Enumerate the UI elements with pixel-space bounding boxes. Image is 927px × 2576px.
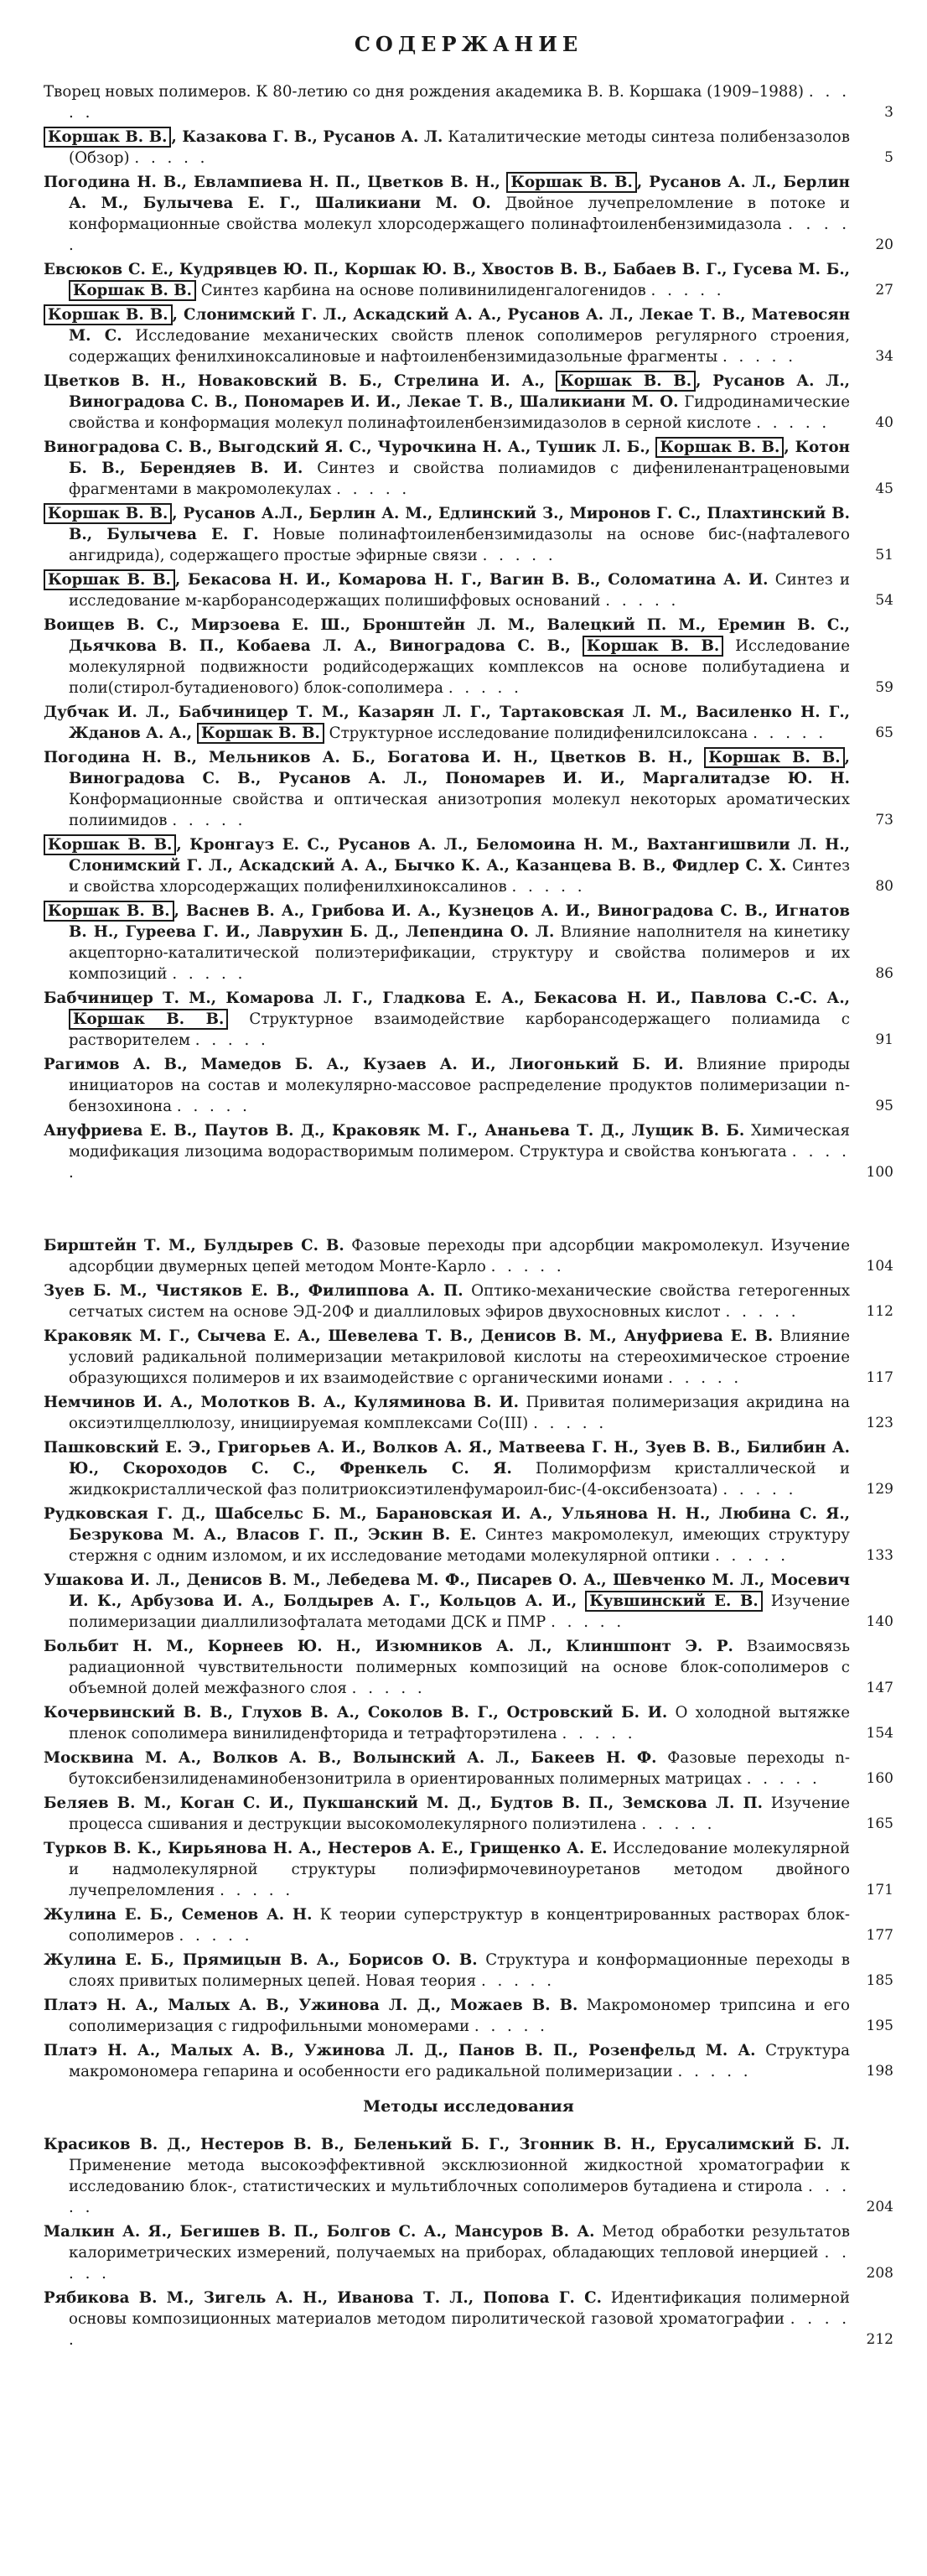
- boxed-author-name: Коршак В. В.: [506, 172, 636, 193]
- entry-title: Изучение полимеризации диаллилизофталата методами ДСК и ПМР: [69, 1592, 850, 1631]
- entry-page-number: 160: [866, 1770, 893, 1787]
- dot-leader: . . . . .: [641, 1815, 716, 1833]
- entry-page-number: 129: [866, 1481, 893, 1498]
- entry-text: [44, 1636, 850, 1699]
- entry-authors-continued: , Кронгауз Е. С., Русанов А. Л., Беломоина Н. М., Вахтангишвили Л. Н., Слонимский Г. Л., Аскадский А. А., Бычко К. А., Казанцева В. В., Фидлер С. Х.: [69, 836, 851, 875]
- contents-entry: [44, 1326, 893, 1389]
- entry-authors: Пашковский Е. Э., Григорьев А. И., Волков А. Я., Матвеева Г. Н., Зуев В. В., Билибин А. Ю., Скороходов С. С., Френкель С. Я.: [44, 1439, 850, 1478]
- entry-text: [44, 901, 850, 984]
- entry-page-number: 73: [875, 812, 893, 828]
- entry-title: Синтез и свойства полиамидов с дифениленантраценовыми фрагментами в макромолекулах: [69, 460, 850, 498]
- entry-authors: Виноградова С. В., Выгодский Я. С., Чурочкина Н. А., Тушик Л. Б.,: [44, 439, 650, 456]
- entry-page-number: 198: [866, 2063, 893, 2080]
- contents-entry: [44, 1235, 893, 1277]
- entry-page-number: 104: [866, 1258, 893, 1275]
- entry-page-number: 147: [866, 1680, 893, 1696]
- entry-authors-continued: , Васнев В. А., Грибова И. А., Кузнецов А. И., Виноградова С. В., Игнатов В. Н., Гуреева Г. И., Лаврухин Б. Д., Лепендина О. Л.: [69, 902, 850, 941]
- entry-page-number: 154: [866, 1725, 893, 1742]
- entry-authors: Дубчак И. Л., Бабчиницер Т. М., Казарян Л. Г., Тартаковская Л. М., Василенко Н. Г., Жданов А. А.,: [44, 704, 850, 742]
- entry-text: [44, 747, 850, 831]
- entry-page-number: 140: [866, 1613, 893, 1630]
- entry-page-number: 212: [866, 2331, 893, 2348]
- contents-entry: [44, 1904, 893, 1946]
- boxed-author-name: Коршак В. В.: [704, 747, 844, 768]
- boxed-author-name: Коршак В. В.: [44, 127, 171, 148]
- entry-authors-continued: , Котон Б. В., Берендяев В. И.: [69, 439, 850, 477]
- entry-text: [44, 1392, 850, 1434]
- entry-title: Влияние условий радикальной полимеризации метакриловой кислоты на стереохимическое строение образующихся полимеров и их взаимодействие с органическими ионами: [69, 1327, 850, 1387]
- entry-page-number: 123: [866, 1415, 893, 1431]
- contents-entry: [44, 1392, 893, 1434]
- entry-title: Взаимосвязь радиационной чувствительности полимерных композиций на основе блок-сополимеров с объемной долей межфазного слоя: [69, 1638, 850, 1697]
- entry-authors: Ануфриева Е. В., Паутов В. Д., Краковяк М. Г., Ананьева Т. Д., Лущик В. Б.: [44, 1122, 745, 1140]
- entry-title: Фазовые переходы n-бутоксибензилиденаминобензонитрила в ориентированных полимерных матрицах: [69, 1749, 850, 1788]
- dot-leader: . . . . .: [194, 1031, 269, 1049]
- entry-title: Применение метода высокоэффективной эксклюзионной жидкостной хроматографии к исследованию блок-, статистических и мультиблочных сополимеров бутадиена и стирола: [69, 2157, 850, 2195]
- entry-text: [44, 172, 850, 256]
- dot-leader: . . . . .: [69, 2244, 850, 2283]
- entry-authors: Больбит Н. М., Корнеев Ю. Н., Изюмников А. Л., Клиншпонт Э. Р.: [44, 1638, 733, 1655]
- dot-leader: . . . . .: [756, 414, 831, 432]
- dot-leader: . . . . .: [722, 348, 797, 366]
- dot-leader: . . . . .: [650, 282, 725, 299]
- contents-entry: [44, 1793, 893, 1835]
- entry-title: Структура и конформационные переходы в слоях привитых полимерных цепей. Новая теория: [69, 1951, 850, 1990]
- entry-page-number: 20: [875, 236, 893, 253]
- contents-list-methods: [44, 2134, 893, 2350]
- dot-leader: . . . . .: [134, 149, 209, 167]
- contents-entry: [44, 1054, 893, 1117]
- entry-page-number: 195: [866, 2018, 893, 2034]
- entry-authors: Платэ Н. А., Малых А. В., Ужинова Л. Д., Можаев В. В.: [44, 1997, 578, 2014]
- entry-title: Метод обработки результатов калориметрических измерений, получаемых на приборах, обладающих тепловой инерцией: [69, 2223, 850, 2262]
- entry-text: [44, 1748, 850, 1789]
- dot-leader: . . . . .: [220, 1882, 294, 1899]
- dot-leader: . . . . .: [511, 878, 586, 896]
- dot-leader: . . . . .: [725, 1303, 800, 1321]
- entry-text: [44, 1054, 850, 1117]
- entry-authors: Погодина Н. В., Мельников А. Б., Богатова И. Н., Цветков В. Н.,: [44, 749, 693, 766]
- entry-page-number: 51: [875, 547, 893, 564]
- entry-page-number: 177: [866, 1927, 893, 1944]
- entry-text: [44, 2288, 850, 2350]
- contents-entry: [44, 2134, 893, 2218]
- boxed-author-name: Коршак В. В.: [44, 834, 176, 855]
- entry-text: [44, 1995, 850, 2037]
- entry-authors-continued: , Русанов А. Л., Берлин А. М., Булычева Е. Г., Шаликиани М. О.: [69, 174, 850, 212]
- dot-leader: . . . . .: [482, 547, 557, 564]
- entry-text: [44, 1326, 850, 1389]
- contents-entry: [44, 569, 893, 611]
- entry-title: Структурное исследование полидифенилсилоксана: [329, 724, 748, 742]
- contents-entry: [44, 1995, 893, 2037]
- dot-leader: . . . . .: [448, 679, 522, 697]
- contents-entry: [44, 81, 893, 123]
- entry-text: [44, 1838, 850, 1901]
- entry-text: [44, 1570, 850, 1633]
- entry-authors-continued: , Русанов А.Л., Берлин А. М., Едлинский З., Миронов Г. С., Плахтинский В. В., Булычева Е. Г.: [69, 505, 850, 543]
- entry-title: Химическая модификация лизоцима водорастворимым полимером. Структура и свойства конъюгата: [69, 1122, 850, 1161]
- entry-page-number: 27: [875, 282, 893, 299]
- entry-text: [44, 2134, 850, 2218]
- boxed-author-name: Коршак В. В.: [44, 503, 172, 524]
- contents-entry: [44, 1437, 893, 1500]
- entry-authors-continued: , Виноградова С. В., Русанов А. Л., Пономарев И. И., Маргалитадзе Ю. Н.: [69, 749, 850, 787]
- entry-title: Привитая полимеризация акридина на оксиэтилцеллюлозу, инициируемая комплексами Co(III): [69, 1394, 850, 1432]
- entry-title: Макромономер трипсина и его сополимеризация с гидрофильными мономерами: [69, 1997, 850, 2035]
- entry-authors: Евсюков С. Е., Кудрявцев Ю. П., Коршак Ю. В., Хвостов В. В., Бабаев В. Г., Гусева М. Б.,: [44, 261, 850, 278]
- entry-text: [44, 615, 850, 699]
- dot-leader: . . . . .: [336, 480, 411, 498]
- entry-text: [44, 81, 850, 123]
- dot-leader: . . . . .: [172, 812, 246, 829]
- entry-title: Синтез и исследование м-карборансодержащих полишиффовых оснований: [69, 571, 851, 610]
- entry-authors: Кочервинский В. В., Глухов В. А., Соколов В. Г., Островский Б. И.: [44, 1704, 668, 1722]
- entry-page-number: 95: [875, 1098, 893, 1114]
- entry-page-number: 80: [875, 878, 893, 895]
- entry-text: [44, 569, 850, 611]
- entry-title: Фазовые переходы при адсорбции макромолекул. Изучение адсорбции двумерных цепей методом Монте-Карло: [69, 1237, 850, 1275]
- contents-list-second: [44, 1235, 893, 2082]
- entry-authors: Малкин А. Я., Бегишев В. П., Болгов С. А., Мансуров В. А.: [44, 2223, 595, 2241]
- dot-leader: . . . . .: [605, 592, 680, 610]
- entry-title: Структурное взаимодействие карборансодержащего полиамида с растворителем: [69, 1010, 850, 1049]
- contents-entry: [44, 2288, 893, 2350]
- entry-title: Двойное лучепреломление в потоке и конформационные свойства молекул хлорсодержащего полинафтоиленбензимидазола: [69, 195, 851, 233]
- entry-authors-continued: , Слонимский Г. Л., Аскадский А. А., Русанов А. Л., Лекае Т. В., Матевосян М. С.: [69, 306, 851, 345]
- entry-title: Структура макромономера гепарина и особенности его радикальной полимеризации: [69, 2042, 850, 2080]
- entry-authors: Жулина Е. Б., Семенов А. Н.: [44, 1906, 313, 1924]
- dot-leader: . . . . .: [480, 1972, 555, 1990]
- entry-authors: Воищев В. С., Мирзоева Е. Ш., Бронштейн Л. М., Валецкий П. М., Еремин В. С., Дьячкова В. П., Кобаева Л. А., Виноградова С. В.,: [44, 616, 850, 655]
- entry-authors: Немчинов И. А., Молотков В. А., Куляминова В. И.: [44, 1394, 520, 1411]
- entry-text: [44, 1280, 850, 1322]
- dot-leader: . . . . .: [474, 2018, 548, 2035]
- entry-page-number: 5: [884, 149, 893, 166]
- entry-text: [44, 1950, 850, 1992]
- contents-entry: [44, 1120, 893, 1183]
- entry-page-number: 100: [866, 1164, 893, 1181]
- dot-leader: . . . . .: [176, 1098, 251, 1115]
- contents-entry: [44, 1748, 893, 1789]
- entry-authors: Рагимов А. В., Мамедов Б. А., Кузаев А. И., Лиогонький Б. И.: [44, 1056, 684, 1073]
- entry-page-number: 59: [875, 679, 893, 696]
- entry-authors: Жулина Е. Б., Прямицын В. А., Борисов О. В.: [44, 1951, 478, 1969]
- entry-authors: Беляев В. М., Коган С. И., Пукшанский М. Д., Будтов В. П., Земскова Л. П.: [44, 1794, 764, 1812]
- entry-text: [44, 1120, 850, 1183]
- entry-text: [44, 1235, 850, 1277]
- entry-page-number: 91: [875, 1031, 893, 1048]
- contents-entry: [44, 1838, 893, 1901]
- entry-authors: Бирштейн Т. М., Булдырев С. В.: [44, 1237, 344, 1254]
- entry-page-number: 65: [875, 724, 893, 741]
- entry-page-number: 185: [866, 1972, 893, 1989]
- entry-title: Синтез и свойства хлорсодержащих полифенилхиноксалинов: [69, 857, 850, 896]
- contents-entry: [44, 437, 893, 500]
- entry-authors: Бабчиницер Т. М., Комарова Л. Г., Гладкова Е. А., Бекасова Н. И., Павлова С.-С. А.,: [44, 989, 850, 1007]
- entry-authors: Зуев Б. М., Чистяков Е. В., Филиппова А. П.: [44, 1282, 464, 1300]
- section-heading-methods: Методы исследования: [363, 2097, 574, 2116]
- entry-authors: Платэ Н. А., Малых А. В., Ужинова Л. Д., Панов В. П., Розенфельд М. А.: [44, 2042, 756, 2059]
- boxed-author-name: Коршак В. В.: [69, 280, 196, 301]
- dot-leader: . . . . .: [351, 1680, 426, 1697]
- dot-leader: . . . . .: [677, 2063, 752, 2080]
- entry-title: Творец новых полимеров. К 80-летию со дня рождения академика В. В. Коршака (1909–1988): [44, 83, 805, 101]
- boxed-author-name: Коршак В. В.: [655, 437, 784, 458]
- entry-text: [44, 702, 850, 744]
- entry-text: [44, 437, 850, 500]
- entry-text: [44, 127, 850, 169]
- entry-page-number: 208: [866, 2265, 893, 2282]
- entry-authors: Рудковская Г. Д., Шабсельс Б. М., Барановская И. А., Ульянова Н. Н., Любина С. Я., Безрукова М. А., Власов Г. П., Эскин В. Е.: [44, 1505, 850, 1544]
- contents-entry: [44, 259, 893, 301]
- contents-entry: [44, 2040, 893, 2082]
- contents-entry: [44, 702, 893, 744]
- entry-authors: Краковяк М. Г., Сычева Е. А., Шевелева Т. В., Денисов В. М., Ануфриева Е. В.: [44, 1327, 774, 1345]
- dot-leader: . . . . .: [69, 1143, 850, 1182]
- entry-text: [44, 1904, 850, 1946]
- boxed-author-name: Коршак В. В.: [197, 723, 324, 744]
- entry-text: [44, 834, 850, 897]
- entry-authors: Москвина М. А., Волков А. В., Волынский А. Л., Бакеев Н. Ф.: [44, 1749, 657, 1767]
- entry-title: Синтез макромолекул, имеющих структуру стержня с одним изломом, и их исследование методами молекулярной оптики: [69, 1526, 850, 1565]
- entry-authors-continued: , Русанов А. Л., Виноградова С. В., Пономарев И. И., Лекае Т. В., Шаликиани М. О.: [69, 372, 850, 411]
- contents-list-main: [44, 81, 893, 1183]
- entry-title: Каталитические методы синтеза полибензазолов (Обзор): [69, 128, 850, 167]
- entry-page-number: 165: [866, 1815, 893, 1832]
- entry-authors: Ушакова И. Л., Денисов В. М., Лебедева М. Ф., Писарев О. А., Шевченко М. Л., Мосевич И. К., Арбузова И. А., Болдырев А. Г., Кольцов А. И.,: [44, 1571, 850, 1610]
- boxed-author-name: Коршак В. В.: [69, 1009, 228, 1030]
- entry-authors: Турков В. К., Кирьянова Н. А., Нестеров А. Е., Грищенко А. Е.: [44, 1840, 608, 1857]
- dot-leader: . . . . .: [753, 724, 827, 742]
- contents-entry: [44, 1280, 893, 1322]
- entry-title: Полиморфизм кристаллической и жидкокристаллической фаз политриоксиэтиленфумароил-бис-(4-оксибензоата): [69, 1460, 850, 1498]
- contents-entry: [44, 615, 893, 699]
- entry-authors-continued: , Казакова Г. В., Русанов А. Л.: [171, 128, 443, 146]
- contents-entry: [44, 1636, 893, 1699]
- contents-entry: [44, 304, 893, 367]
- entry-page-number: 171: [866, 1882, 893, 1898]
- entry-title: Исследование молекулярной и надмолекулярной структуры полиэфирмочевиноуретанов методом двойного лучепреломления: [69, 1840, 850, 1899]
- entry-title: Гидродинамические свойства и конформация молекул полинафтоиленбензимидазолов в серной кислоте: [69, 393, 850, 432]
- dot-leader: . . . . .: [172, 965, 246, 983]
- contents-entry: [44, 901, 893, 984]
- entry-page-number: 112: [866, 1303, 893, 1320]
- contents-entry: [44, 127, 893, 169]
- dot-leader: . . . . .: [562, 1725, 636, 1742]
- contents-entry: [44, 988, 893, 1051]
- entry-title: Исследование механических свойств пленок сополимеров регулярного строения, содержащих фенилхиноксалиновые и нафтоиленбензимидазольные фрагменты: [69, 327, 850, 366]
- entry-text: [44, 1504, 850, 1566]
- entry-text: [44, 1437, 850, 1500]
- entry-text: [44, 988, 850, 1051]
- contents-entry: [44, 172, 893, 256]
- dot-leader: . . . . .: [69, 216, 850, 254]
- entry-page-number: 40: [875, 414, 893, 431]
- entry-title: Идентификация полимерной основы композиционных материалов методом пиролитической газовой хроматографии: [69, 2289, 850, 2328]
- dot-leader: . . . . .: [668, 1369, 743, 1387]
- entry-text: [44, 2040, 850, 2082]
- entry-text: [44, 503, 850, 566]
- entry-authors-continued: , Бекасова Н. И., Комарова Н. Г., Вагин В. В., Соломатина А. И.: [174, 571, 769, 589]
- dot-leader: . . . . .: [746, 1770, 821, 1788]
- entry-title: Изучение процесса сшивания и деструкции высокомолекулярного полиэтилена: [69, 1794, 850, 1833]
- boxed-author-name: Коршак В. В.: [583, 636, 723, 657]
- entry-title: Оптико-механические свойства гетерогенных сетчатых систем на основе ЭД-20Ф и диаллиловых эфиров двухосновных кислот: [69, 1282, 850, 1321]
- entry-title: Влияние природы инициаторов на состав и молекулярно-массовое распределение продуктов полимеризации n-бензохинона: [69, 1056, 850, 1115]
- contents-entry: [44, 834, 893, 897]
- contents-entry: [44, 371, 893, 434]
- entry-text: [44, 1702, 850, 1744]
- entry-title: Исследование молекулярной подвижности родийсодержащих комплексов на основе полибутадиена и поли(стирол-бутадиенового) блок-сополимера: [69, 637, 850, 697]
- section-gap: [44, 1187, 893, 1235]
- entry-text: [44, 371, 850, 434]
- entry-page-number: 133: [866, 1547, 893, 1564]
- entry-page-number: 34: [875, 348, 893, 365]
- boxed-author-name: Коршак В. В.: [44, 569, 175, 590]
- entry-text: [44, 304, 850, 367]
- dot-leader: . . . . .: [69, 2178, 850, 2216]
- boxed-author-name: Коршак В. В.: [44, 901, 174, 922]
- entry-page-number: 204: [866, 2199, 893, 2215]
- page-title: СОДЕРЖАНИЕ: [354, 32, 583, 56]
- dot-leader: . . . . .: [533, 1415, 608, 1432]
- entry-authors: Рябикова В. М., Зигель А. Н., Иванова Т. Л., Попова Г. С.: [44, 2289, 602, 2307]
- entry-authors: Красиков В. Д., Нестеров В. В., Беленький Б. Г., Згонник В. Н., Ерусалимский Б. Л.: [44, 2136, 850, 2153]
- entry-authors: Погодина Н. В., Евлампиева Н. П., Цветков В. Н.,: [44, 174, 500, 191]
- contents-entry: [44, 1702, 893, 1744]
- boxed-author-name: Коршак В. В.: [556, 371, 696, 392]
- entry-page-number: 45: [875, 480, 893, 497]
- boxed-author-name: Коршак В. В.: [44, 304, 173, 325]
- dot-leader: . . . . .: [69, 2310, 850, 2349]
- dot-leader: . . . . .: [722, 1481, 797, 1498]
- entry-title: Влияние наполнителя на кинетику акцепторно-каталитической полиэтерификации, структуру и свойства полимеров и их композиций: [69, 923, 850, 983]
- entry-page-number: 3: [884, 104, 893, 121]
- dot-leader: . . . . .: [69, 83, 850, 122]
- contents-entry: [44, 1950, 893, 1992]
- entry-authors: Цветков В. Н., Новаковский В. Б., Стрелина И. А.,: [44, 372, 546, 390]
- dot-leader: . . . . .: [490, 1258, 565, 1275]
- entry-title: Синтез карбина на основе поливинилиденгалогенидов: [200, 282, 646, 299]
- entry-text: [44, 2221, 850, 2284]
- entry-title: Конформационные свойства и оптическая анизотропия молекул некоторых ароматических полиимидов: [69, 791, 850, 829]
- dot-leader: . . . . .: [551, 1613, 625, 1631]
- entry-page-number: 117: [866, 1369, 893, 1386]
- entry-text: [44, 1793, 850, 1835]
- contents-entry: [44, 1570, 893, 1633]
- boxed-author-name: Кувшинский Е. В.: [585, 1591, 762, 1612]
- entry-text: [44, 259, 850, 301]
- contents-entry: [44, 503, 893, 566]
- entry-page-number: 86: [875, 965, 893, 982]
- entry-title: К теории суперструктур в концентрированных растворах блок-сополимеров: [69, 1906, 850, 1945]
- entry-title: О холодной вытяжке пленок сополимера винилиденфторида и тетрафторэтилена: [69, 1704, 850, 1742]
- contents-entry: [44, 2221, 893, 2284]
- entry-title: Новые полинафтоиленбензимидазолы на основе бис-(нафталевого ангидрида), содержащего простые эфирные связи: [69, 526, 850, 564]
- contents-entry: [44, 747, 893, 831]
- dot-leader: . . . . .: [179, 1927, 253, 1945]
- contents-entry: [44, 1504, 893, 1566]
- entry-page-number: 54: [875, 592, 893, 609]
- dot-leader: . . . . .: [714, 1547, 790, 1565]
